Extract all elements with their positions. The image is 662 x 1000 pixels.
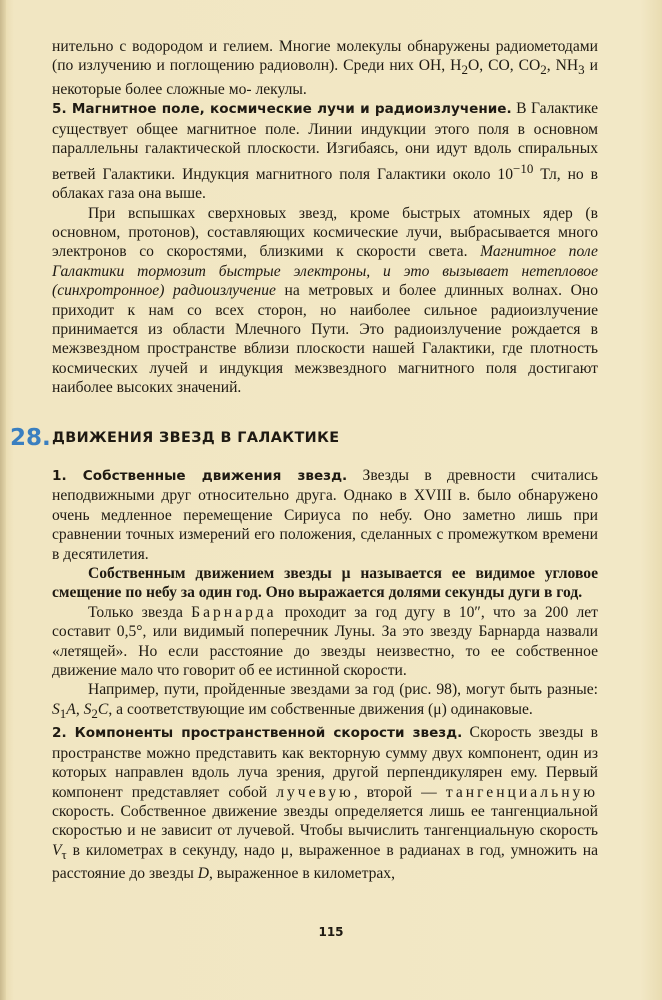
spaced-text: тангенциальную — [445, 783, 598, 801]
section-2-heading: 2. Компоненты пространственной скорости звезд. — [52, 725, 463, 742]
chapter-title: ДВИЖЕНИЯ ЗВЕЗД В ГАЛАКТИКЕ — [52, 430, 340, 446]
paragraph-example — [52, 680, 598, 723]
text: проходит за год дугу в 10″, что за 200 лет составит 0,5°, или видимый поперечник Луны. За это звезду Барнарда назвали «летящей». Но если расстояние до звезды неизвестно, то ее собственное движение мало что говорит об ее истинной скорости. — [52, 603, 598, 680]
text: , выраженное в километрах, — [208, 865, 395, 883]
paragraph-molecules — [52, 37, 598, 99]
chapter-heading — [10, 423, 610, 453]
section-1-paragraph — [52, 466, 598, 564]
text: Только звезда — [88, 603, 192, 621]
text: на метровых и более длинных волнах. Оно приходит к нам со всех сторон, но наиболее сильное радиоизлучение принимается из области Млечного Пути. Это радиоизлучение рождается в межзвездном пространстве вблизи плоскости нашей Галактики, где плотность космических лучей и индукция межзвездного магнитного поля достигают наиболее высоких значений. — [52, 282, 599, 397]
subscript: τ — [61, 846, 67, 862]
text: них ОН, H — [389, 57, 462, 75]
page-spine-shadow — [0, 0, 6, 1000]
line: нительно с водородом и гелием. Многие молекулы обнаружены — [52, 38, 490, 55]
text: в километрах в секунду, надо μ, выраженное в радианах в год, умножить на расстояние до звезды — [52, 841, 598, 883]
subscript: 2 — [91, 705, 98, 721]
chapter-number: 28. — [10, 425, 51, 451]
top-text-block — [52, 37, 598, 398]
math: C — [97, 700, 109, 718]
text: Звезды в древности считались неподвижными друг относительно друга. Однако в XVIII в. было обнаружено очень медленное перемещение Сириуса по небу. Оно заметно лишь при сравнении точных измерений его положения, сделанных с промежутком времени в десятилетия. — [52, 467, 598, 563]
text: , второй — — [353, 783, 446, 801]
text: Скорость звезды в пространстве можно представить как векторную сумму двух компонент, один из которых направлен вдоль луча зрения, другой перпендикулярен ему. Первый компонент представляет собой — [52, 724, 598, 801]
paragraph-barnard — [52, 603, 598, 681]
math: V — [52, 841, 62, 859]
body-text-block — [52, 466, 598, 884]
spaced-text: лучевую — [276, 783, 354, 801]
text: и некоторые более сложные мо- — [52, 57, 598, 98]
math: A — [66, 700, 76, 718]
italic-text: Магнитное поле Галактики тормозит быстрые электроны, и это вызывает нетепловое (синхротронное) радиоизлучение — [52, 243, 598, 300]
subscript: 1 — [59, 705, 67, 721]
text: O, CO, CO — [467, 57, 541, 75]
math: S — [52, 700, 60, 718]
paragraph-supernova — [52, 204, 598, 398]
math: S — [83, 700, 92, 718]
text: Тл, но в облаках газа она выше. — [52, 165, 598, 203]
text: В Галактике существует общее магнитное поле. Линии индукции этого поля в основном параллельны галактической плоскости. Изгибаясь, они идут вдоль спиральных ветвей Галактики. Индукция магнитного поля Галактики около 10 — [52, 100, 598, 183]
text: Например, пути, пройденные звездами за год (рис. 98), могут быть разные: — [88, 681, 598, 699]
spaced-text: Барнарда — [191, 603, 277, 621]
subscript: 2 — [540, 62, 547, 78]
section-5-paragraph — [52, 99, 598, 203]
page-number: 115 — [318, 925, 344, 939]
subscript: 2 — [461, 62, 468, 78]
text: При вспышках сверхновых звезд, кроме быстрых атомных ядер (в основном, протонов), составляющих космические лучи, выбрасывается много электронов со скоростями, близкими к скорости света. — [52, 204, 598, 261]
line: радиометодами (по излучению и поглощению радиоволн). Среди — [52, 38, 598, 75]
math: D — [197, 865, 209, 883]
text: , — [75, 700, 84, 718]
section-2-paragraph — [52, 723, 598, 883]
section-1-heading: 1. Собственные движения звезд. — [52, 468, 348, 484]
exponent: −10 — [513, 160, 534, 176]
text: скорость. Собственное движение звезды определяется лишь ее тангенциальной скоростью и не зависит от лучевой. Чтобы вычислить тангенциальную скорость — [52, 803, 598, 840]
line: лекулы. — [255, 80, 307, 98]
text: , а соответствующие им собственные движения (μ) одинаковые. — [108, 700, 533, 718]
section-5-heading: 5. Магнитное поле, космические лучи и радиоизлучение. — [52, 101, 512, 118]
text: , NH — [546, 57, 579, 75]
definition-paragraph: Собственным движением звезды μ называется ее видимое угловое смещение по небу за один год. Оно выражается долями секунды дуги в год. — [52, 565, 598, 602]
subscript: 3 — [578, 62, 585, 78]
